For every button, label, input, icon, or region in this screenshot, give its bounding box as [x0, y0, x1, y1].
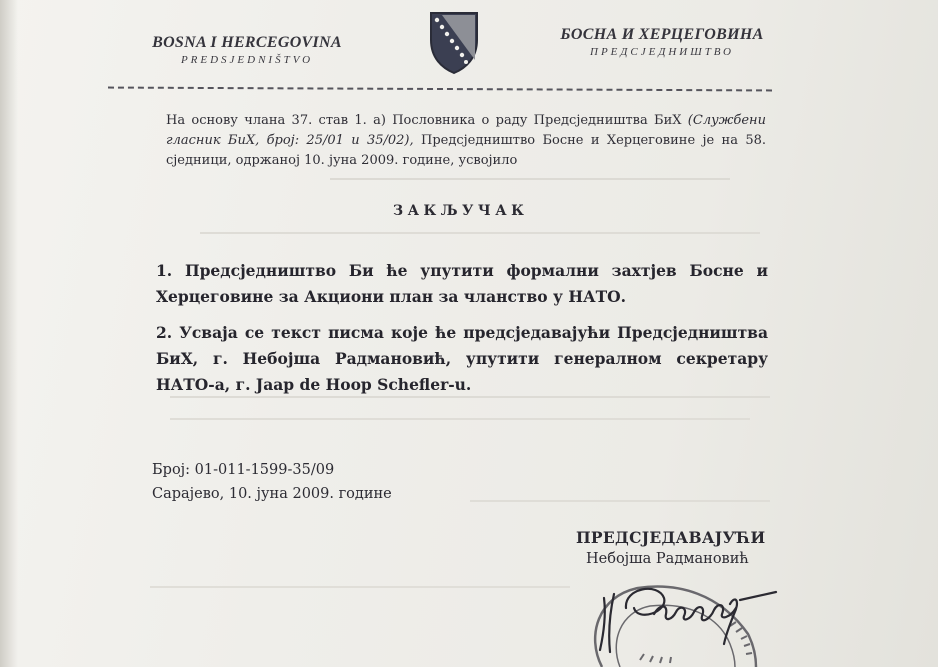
preamble-paragraph: [166, 111, 766, 171]
bleed-through-line: [200, 232, 760, 242]
preamble-text-part1: На основу члана 37. став 1. а) Пословника о раду Предсједништва БиХ: [166, 113, 682, 128]
letterhead-right-subtitle: ПРЕДСЈЕДНИШТВО: [590, 46, 734, 58]
preamble-gazette-reference: (Службени гласник БиХ, број: 25/01 и 35/02),: [166, 113, 766, 148]
conclusion-item: 2. Усваја се текст писма које ће предсједавајући Предсједништва БиХ, г. Небојша Радмановић, упутити генералном секретару НАТО-а, г. Jaap de Hoop Schefler-u.: [156, 323, 768, 394]
document-reference: [152, 458, 392, 506]
letterhead-divider: [108, 87, 772, 92]
signatory-title: ПРЕДСЈЕДАВАЈУЋИ: [576, 528, 766, 547]
document-heading: ЗАКЉУЧАК: [393, 203, 529, 219]
bleed-through-line: [330, 178, 730, 188]
letterhead-left: [146, 34, 348, 66]
conclusion-item: 1. Предсједништво Би ће упутити формални захтјев Босне и Херцеговине за Акциони план за чланство у НАТО.: [156, 261, 768, 306]
reference-number: Број: 01-011-1599-35/09: [152, 462, 335, 478]
letterhead-left-title: BOSNA I HERCEGOVINA: [152, 34, 342, 51]
preamble-text-part2: Предсједништво Босне и Херцеговине је на 58. сједници, одржаној 10. јуна 2009. године, усвојило: [166, 133, 766, 168]
letterhead-left-subtitle: PREDSJEDNIŠTVO: [180, 54, 314, 66]
official-stamp: [595, 587, 756, 667]
bleed-through-line: [170, 418, 750, 428]
handwritten-signature: [600, 589, 776, 652]
bleed-through-line: [150, 586, 570, 596]
reference-place-date: Сарајево, 10. јуна 2009. године: [152, 486, 392, 502]
signature-and-stamp: [580, 574, 810, 667]
bleed-through-line: [470, 500, 770, 510]
signatory-name: Небојша Радмановић: [586, 551, 749, 567]
letterhead-right-title: БОСНА И ХЕРЦЕГОВИНА: [560, 26, 764, 43]
coat-of-arms-icon: [428, 10, 480, 76]
page-shadow: [0, 0, 18, 667]
letterhead-right: [544, 26, 780, 58]
